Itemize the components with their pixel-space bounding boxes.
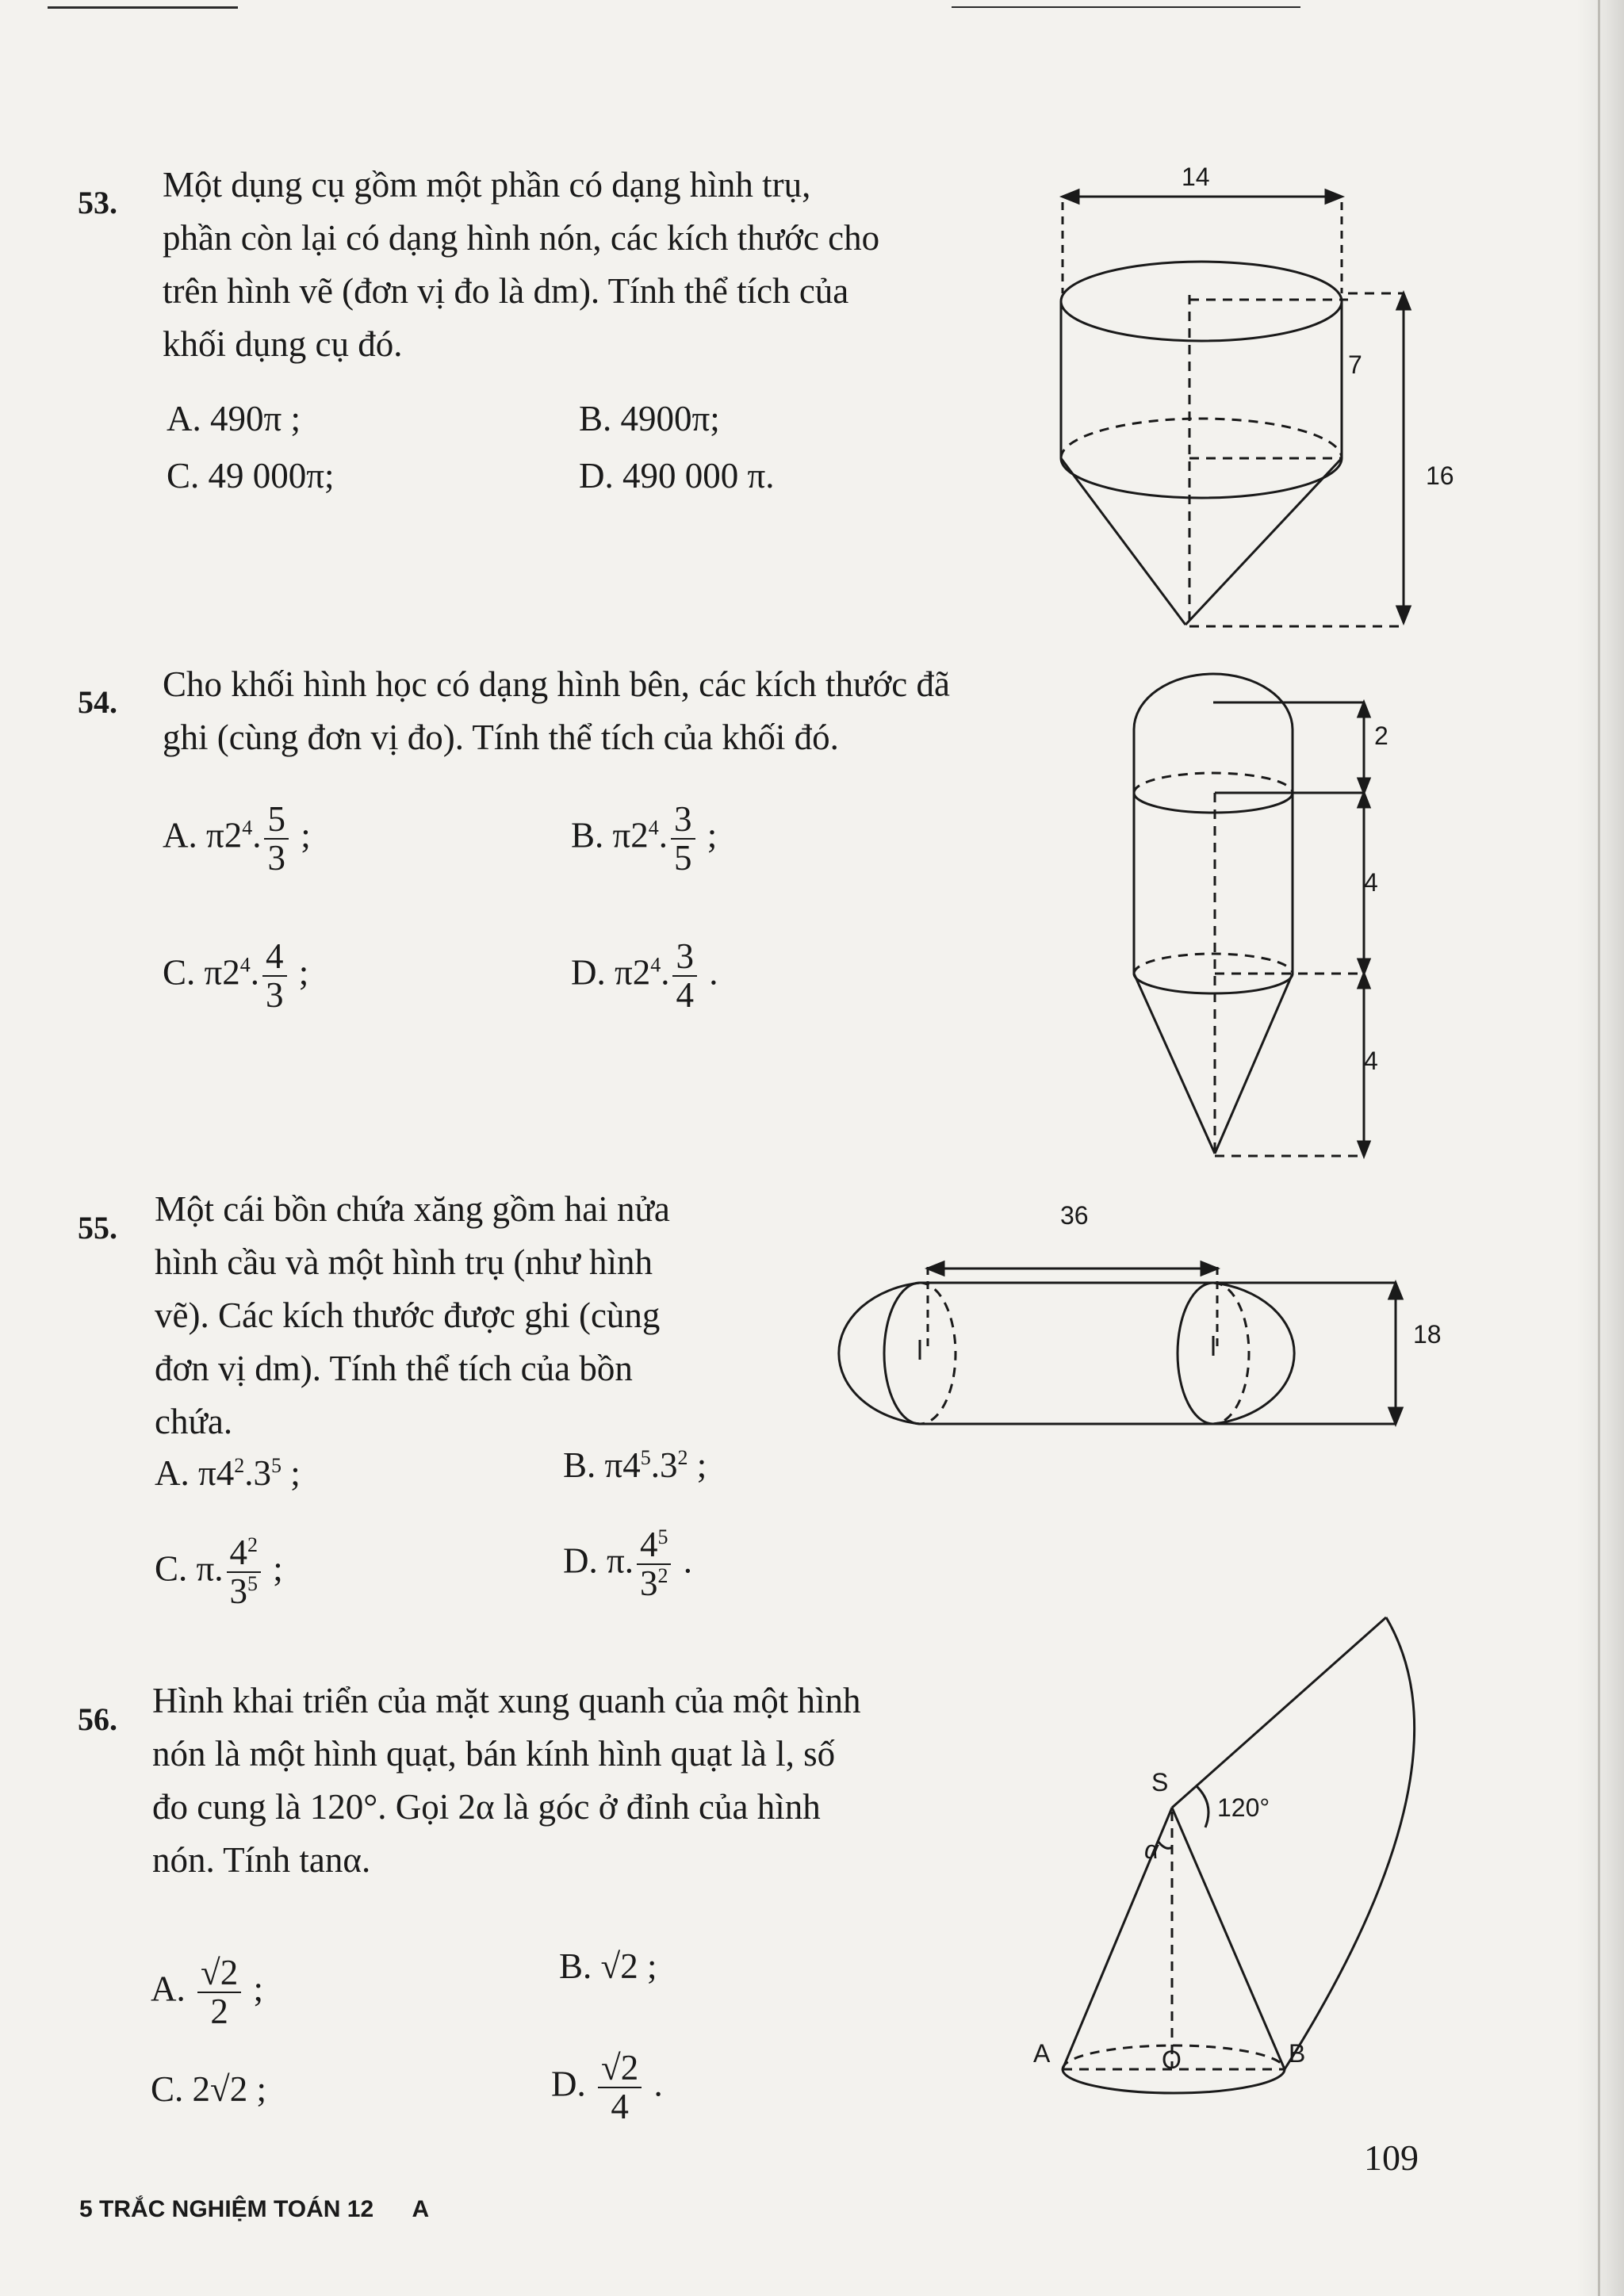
q54-cone-right bbox=[1215, 974, 1293, 1154]
q54-b-base: π2 bbox=[612, 815, 649, 855]
q55-line-2: hình cầu và một hình trụ (như hình bbox=[155, 1242, 653, 1282]
q54-cyl-arrowhead-top bbox=[1358, 793, 1369, 807]
q55-b-mid: .3 bbox=[650, 1445, 678, 1485]
q55-right-ellipse-front bbox=[1178, 1283, 1213, 1424]
q54-a-exp: 4 bbox=[242, 816, 253, 840]
q55-line-5: chứa. bbox=[155, 1402, 233, 1441]
q55-b-end: ; bbox=[696, 1445, 707, 1485]
q56-label-a: A bbox=[1033, 2039, 1051, 2068]
q55-text bbox=[155, 1183, 805, 1448]
q55-option-a[interactable] bbox=[155, 1449, 301, 1497]
q55-left-hemisphere bbox=[839, 1283, 920, 1424]
q56-label-angle: 120° bbox=[1217, 1793, 1270, 1822]
q53-width-label: 14 bbox=[1182, 163, 1210, 191]
q56-label-s: S bbox=[1151, 1768, 1169, 1797]
q56-a-label: A. bbox=[151, 1969, 186, 2009]
q53-bottom-ellipse-back bbox=[1061, 419, 1342, 458]
q55-line-3: vẽ). Các kích thước được ghi (cùng bbox=[155, 1295, 661, 1335]
q55-line-4: đơn vị dm). Tính thể tích của bồn bbox=[155, 1349, 633, 1388]
q54-c-exp: 4 bbox=[239, 953, 251, 977]
q53-cone-left bbox=[1061, 458, 1185, 625]
q55-figure bbox=[825, 1205, 1427, 1443]
q54-c-base: π2 bbox=[204, 952, 240, 993]
q55-c-den: $3^5$ bbox=[229, 1571, 258, 1612]
q56-text bbox=[152, 1674, 861, 1887]
q56-d-end: . bbox=[653, 2064, 663, 2104]
q55-d-text: π. bbox=[607, 1540, 634, 1581]
q56-line-3: đo cung là 120°. Gọi 2α là góc ở đỉnh của hình bbox=[152, 1787, 821, 1827]
q55-number: 55. bbox=[78, 1210, 117, 1246]
q54-c-label: C. bbox=[163, 952, 196, 993]
q53-number: 53. bbox=[78, 185, 117, 220]
top-rule-right bbox=[952, 6, 1300, 8]
q53-height-arrowhead-top bbox=[1397, 293, 1410, 309]
q54-d-end: . bbox=[709, 952, 718, 993]
q54-line-2: ghi (cùng đơn vị đo). Tính thể tích của khối đó. bbox=[163, 718, 839, 757]
q55-b-text: π4 bbox=[604, 1445, 641, 1485]
q54-a-end: ; bbox=[301, 815, 311, 855]
q54-a-fraction bbox=[264, 801, 289, 878]
q54-text bbox=[163, 658, 950, 764]
q55-option-d[interactable] bbox=[563, 1526, 692, 1603]
q55-c-end: ; bbox=[273, 1548, 283, 1589]
q53-top-ellipse bbox=[1061, 262, 1342, 341]
q56-cone-right bbox=[1172, 1808, 1285, 2069]
q54-d-label: D. bbox=[571, 952, 606, 993]
q53-text bbox=[163, 159, 879, 371]
q55-left-ellipse-front bbox=[884, 1283, 920, 1424]
q56-a-end: ; bbox=[253, 1969, 263, 2009]
q55-d-end: . bbox=[683, 1540, 692, 1581]
q55-height-arrowhead-bottom bbox=[1389, 1408, 1402, 1424]
q54-b-exp: 4 bbox=[648, 816, 659, 840]
q54-b-label: B. bbox=[571, 815, 604, 855]
q56-option-b[interactable] bbox=[559, 1942, 657, 1990]
q53-cyl-height-label: 7 bbox=[1348, 350, 1362, 379]
q56-line-4: nón. Tính tanα. bbox=[152, 1840, 371, 1880]
q54-c-den: 3 bbox=[266, 975, 284, 1016]
q55-height-label: 18 bbox=[1413, 1320, 1442, 1349]
q54-a-num: 5 bbox=[264, 801, 289, 840]
q55-option-b[interactable] bbox=[563, 1441, 707, 1489]
q54-d-fraction bbox=[672, 938, 697, 1015]
q56-d-den: 4 bbox=[611, 2087, 629, 2127]
q56-label-alpha: α bbox=[1144, 1835, 1159, 1864]
q56-c-text: 2√2 bbox=[192, 2069, 248, 2109]
q54-figure bbox=[1110, 674, 1411, 1165]
q54-cyl-bottom-front bbox=[1134, 974, 1293, 993]
q54-c-fraction bbox=[262, 938, 287, 1015]
q54-cyl-bottom-back bbox=[1134, 954, 1293, 974]
page-edge-shadow bbox=[1576, 0, 1624, 2296]
q53-arrowhead-left bbox=[1063, 190, 1078, 203]
q55-d-label: D. bbox=[563, 1540, 598, 1581]
q53-height-arrowhead-bottom bbox=[1397, 607, 1410, 622]
q56-b-end: ; bbox=[646, 1946, 657, 1986]
q54-dome bbox=[1134, 674, 1293, 793]
q56-d-fraction bbox=[598, 2049, 642, 2126]
footer-series-title: 5 TRẮC NGHIỆM TOÁN 12 bbox=[79, 2196, 374, 2222]
q53-line-1: Một dụng cụ gồm một phần có dạng hình trụ, bbox=[163, 165, 811, 205]
q54-cone-label: 4 bbox=[1364, 1047, 1378, 1075]
q54-dome-base-front bbox=[1134, 793, 1293, 813]
q54-a-label: A. bbox=[163, 815, 197, 855]
q53-option-a[interactable]: A. 490π ; bbox=[167, 399, 301, 438]
q54-dome-base-back bbox=[1134, 773, 1293, 793]
q55-length-arrowhead-right bbox=[1201, 1262, 1217, 1275]
q53-line-4: khối dụng cụ đó. bbox=[163, 324, 403, 364]
q54-cyl-label: 4 bbox=[1364, 868, 1378, 897]
q56-line-2: nón là một hình quạt, bán kính hình quạt là l, số bbox=[152, 1734, 836, 1774]
q56-sector-arc bbox=[1285, 1617, 1415, 2069]
q53-line-2: phần còn lại có dạng hình nón, các kích thước cho bbox=[163, 218, 880, 258]
q55-a-exp2: 5 bbox=[270, 1454, 282, 1477]
q53-bottom-ellipse-front bbox=[1061, 458, 1342, 498]
q55-a-end: ; bbox=[290, 1453, 301, 1493]
q56-option-d[interactable] bbox=[551, 2049, 663, 2126]
q56-figure bbox=[1031, 1609, 1443, 2101]
q55-a-text: π4 bbox=[198, 1453, 235, 1493]
q55-a-exp1: 2 bbox=[234, 1454, 245, 1477]
q56-d-label: D. bbox=[551, 2064, 586, 2104]
q54-cone-arrowhead-top bbox=[1358, 974, 1369, 988]
q54-b-fraction bbox=[671, 801, 695, 878]
q54-c-end: ; bbox=[298, 952, 309, 993]
q55-d-den: $3^2$ bbox=[639, 1563, 668, 1604]
q54-b-end: ; bbox=[707, 815, 718, 855]
q56-d-num: √2 bbox=[598, 2049, 642, 2088]
q55-d-num: $4^5$ bbox=[637, 1526, 672, 1565]
q54-c-num: 4 bbox=[262, 938, 287, 977]
q54-a-den: 3 bbox=[267, 838, 285, 878]
q55-right-hemisphere bbox=[1213, 1283, 1294, 1424]
q54-dome-label: 2 bbox=[1374, 721, 1388, 750]
q55-length-arrowhead-left bbox=[928, 1262, 944, 1275]
q55-d-fraction bbox=[637, 1526, 672, 1603]
q54-dome-arrowhead-top bbox=[1358, 702, 1369, 717]
q55-line-1: Một cái bồn chứa xăng gồm hai nửa bbox=[155, 1189, 670, 1229]
top-rule-left bbox=[48, 6, 238, 9]
q54-b-den: 5 bbox=[674, 838, 692, 878]
q54-number: 54. bbox=[78, 684, 117, 720]
page-spine bbox=[1598, 0, 1600, 2296]
q56-sector-radius-top bbox=[1172, 1617, 1386, 1808]
q55-c-num: $4^2$ bbox=[227, 1534, 262, 1573]
q56-label-b: B bbox=[1289, 2039, 1306, 2068]
q56-a-fraction bbox=[197, 1954, 241, 2031]
q53-line-3: trên hình vẽ (đơn vị đo là dm). Tính thể tích của bbox=[163, 271, 849, 311]
q55-b-label: B. bbox=[563, 1445, 596, 1485]
q54-d-num: 3 bbox=[672, 938, 697, 977]
q55-c-label: C. bbox=[155, 1548, 188, 1589]
q56-option-a[interactable] bbox=[151, 1954, 263, 2031]
q55-option-c[interactable] bbox=[155, 1534, 283, 1611]
q55-a-mid: .3 bbox=[244, 1453, 271, 1493]
q54-option-b[interactable]: B. $\pi 2^4$. $\frac{3}{5}$ ; bbox=[571, 799, 718, 878]
q56-a-num: √2 bbox=[197, 1954, 241, 1993]
q54-b-num: 3 bbox=[671, 801, 695, 840]
q56-angle-arc bbox=[1196, 1785, 1208, 1827]
q54-option-c[interactable]: C. $\pi 2^4$. $\frac{4}{3}$ ; bbox=[163, 936, 309, 1016]
q54-d-exp: 4 bbox=[650, 953, 661, 977]
q54-cone-arrowhead-bottom bbox=[1358, 1142, 1369, 1156]
q54-line-1: Cho khối hình học có dạng hình bên, các kích thước đã bbox=[163, 664, 950, 704]
q53-option-c[interactable]: C. 49 000π; bbox=[167, 456, 335, 496]
q55-c-fraction bbox=[227, 1534, 262, 1611]
q53-arrowhead-right bbox=[1326, 190, 1342, 203]
q54-d-base: π2 bbox=[615, 952, 651, 993]
footer-series bbox=[79, 2196, 429, 2223]
q53-total-height-label: 16 bbox=[1426, 461, 1454, 490]
q54-option-a[interactable]: A. $\pi 2^4$. $\frac{5}{3}$ ; bbox=[163, 799, 311, 878]
q56-b-text: √2 bbox=[600, 1946, 638, 1986]
q53-figure bbox=[1031, 159, 1443, 650]
q55-length-label: 36 bbox=[1060, 1201, 1089, 1230]
q55-a-label: A. bbox=[155, 1453, 190, 1493]
q56-c-label: C. bbox=[151, 2069, 184, 2109]
q56-label-o: O bbox=[1162, 2045, 1182, 2074]
q56-b-label: B. bbox=[559, 1946, 592, 1986]
q54-cone-left bbox=[1134, 974, 1215, 1154]
q56-line-1: Hình khai triển của mặt xung quanh của một hình bbox=[152, 1681, 861, 1720]
q54-d-den: 4 bbox=[676, 975, 694, 1016]
footer-section: A bbox=[412, 2196, 430, 2222]
q55-left-ellipse-back bbox=[920, 1283, 956, 1424]
q56-option-c[interactable] bbox=[151, 2065, 266, 2113]
q54-a-base: π2 bbox=[206, 815, 243, 855]
page-number: 109 bbox=[1364, 2137, 1419, 2178]
q56-number: 56. bbox=[78, 1701, 117, 1737]
q55-b-exp1: 5 bbox=[640, 1446, 651, 1469]
q53-cone-right bbox=[1185, 458, 1342, 625]
q55-c-text: π. bbox=[196, 1548, 224, 1589]
q55-b-exp2: 2 bbox=[677, 1446, 688, 1469]
q56-a-den: 2 bbox=[210, 1992, 228, 2032]
q55-height-arrowhead-top bbox=[1389, 1283, 1402, 1299]
q56-alpha-arc bbox=[1158, 1841, 1172, 1848]
q54-option-d[interactable]: D. $\pi 2^4$. $\frac{3}{4}$ . bbox=[571, 936, 718, 1016]
q56-c-end: ; bbox=[256, 2069, 266, 2109]
q53-option-b[interactable]: B. 4900π; bbox=[579, 399, 720, 438]
q53-option-d[interactable]: D. 490 000 π. bbox=[579, 456, 775, 496]
q55-right-ellipse-back bbox=[1213, 1283, 1249, 1424]
